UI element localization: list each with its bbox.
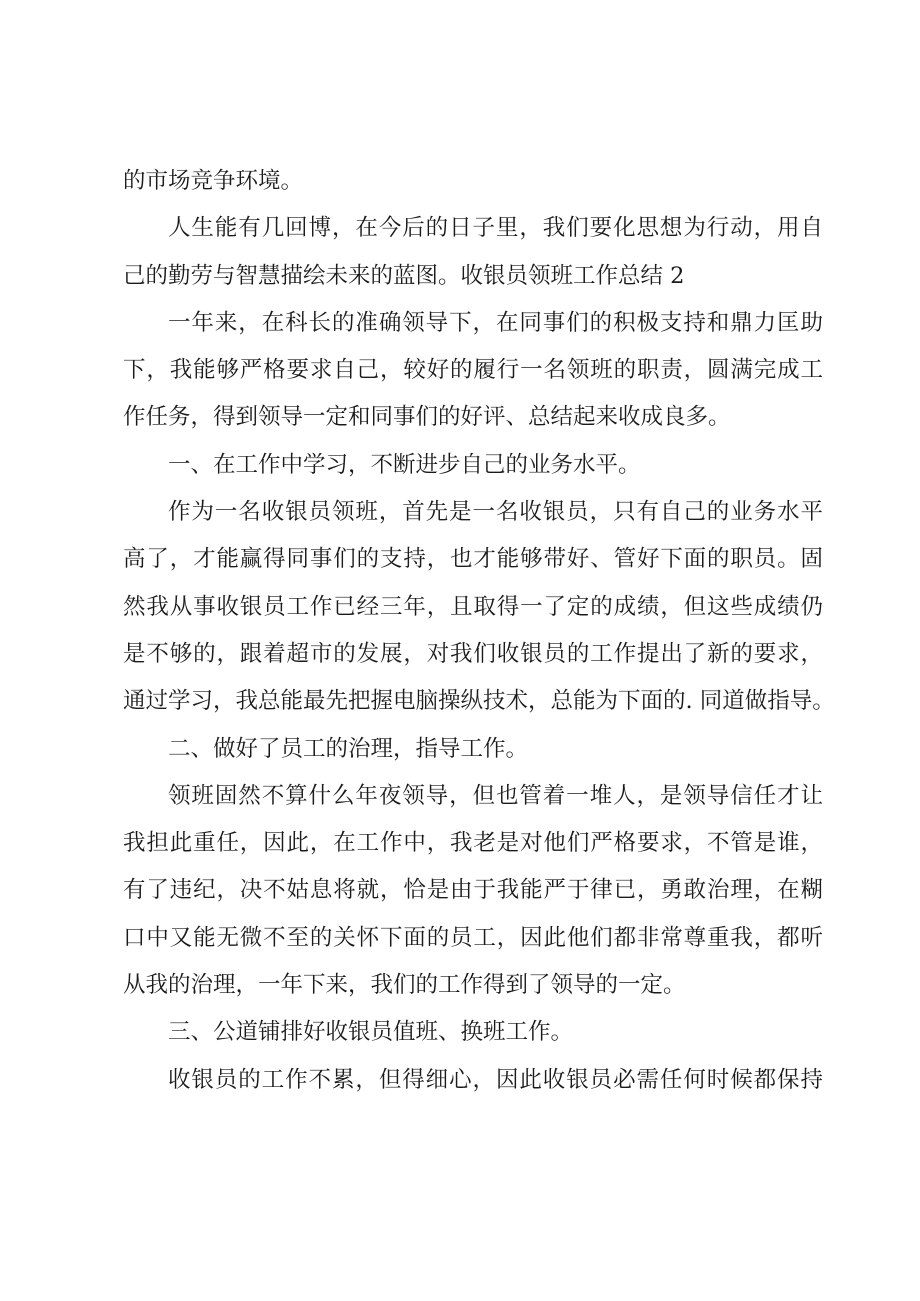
text-line: 下，我能够严格要求自己，较好的履行一名领班的职责，圆满完成工: [123, 357, 823, 384]
text-line: 收银员的工作不累，但得细心，因此收银员必需任何时候都保持: [168, 1066, 823, 1093]
paragraph-4: [123, 489, 835, 725]
paragraph-1: [123, 158, 823, 205]
text-line: 口中又能无微不至的关怀下面的员工，因此他们都非常尊重我，都听: [123, 924, 823, 951]
text-line: 领班固然不算什么年夜领导，但也管着一堆人，是领导信任才让: [168, 782, 823, 809]
text-line: 高了，才能赢得同事们的支持，也才能够带好、管好下面的职员。固: [123, 546, 823, 573]
text-line: 人生能有几回博，在今后的日子里，我们要化思想为行动，用自: [168, 215, 823, 242]
paragraph-5: [123, 773, 823, 1009]
text-line: 一年来，在科长的准确领导下，在同事们的积极支持和鼎力匡助: [168, 309, 823, 336]
text-line: 是不够的，跟着超市的发展，对我们收银员的工作提出了新的要求，: [123, 640, 823, 667]
text-line: 从我的治理，一年下来，我们的工作得到了领导的一定。: [123, 972, 686, 999]
text-line: 的市场竞争环境。: [123, 168, 304, 194]
section-heading-2: [123, 726, 823, 773]
text-line: 一、在工作中学习，不断进步自己的业务水平。: [168, 451, 641, 478]
text-line: 通过学习，我总能最先把握电脑操纵技术，总能为下面的. 同道做指导。: [123, 688, 835, 715]
paragraph-3: [123, 300, 823, 442]
text-line: 然我从事收银员工作已经三年，且取得一了定的成绩，但这些成绩仍: [123, 593, 823, 620]
paragraph-2: [123, 205, 823, 300]
text-line: 己的勤劳与智慧描绘未来的蓝图。收银员领班工作总结 2: [123, 262, 685, 289]
text-line: 作为一名收银员领班，首先是一名收银员，只有自己的业务水平: [168, 499, 823, 526]
document-body: [123, 158, 835, 1104]
section-heading-3: [123, 1009, 823, 1056]
text-line: 有了违纪，决不姑息将就，恰是由于我能严于律已，勇敢治理，在糊: [123, 877, 823, 904]
section-heading-1: [123, 442, 823, 489]
text-line: 作任务，得到领导一定和同事们的好评、总结起来收成良多。: [123, 404, 731, 431]
text-line: 我担此重任，因此，在工作中，我老是对他们严格要求，不管是谁，: [123, 830, 823, 857]
text-line: 二、做好了员工的治理，指导工作。: [168, 735, 529, 762]
paragraph-6: [123, 1057, 823, 1104]
text-line: 三、公道铺排好收银员值班、换班工作。: [168, 1019, 574, 1046]
